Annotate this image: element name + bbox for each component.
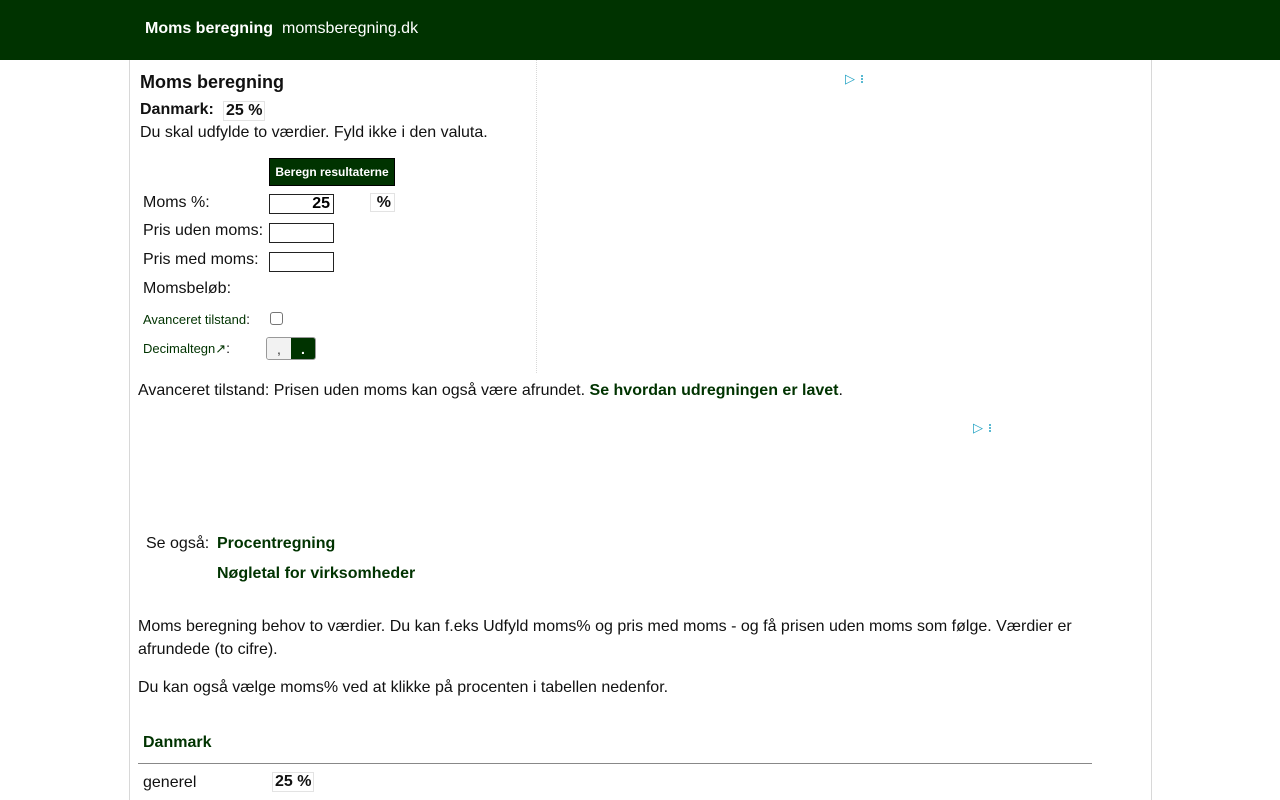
percent-unit-badge: %	[370, 193, 395, 212]
advanced-note	[138, 382, 843, 400]
price-excl-label: Pris uden moms:	[143, 222, 264, 239]
calculator-title: Moms beregning	[140, 72, 285, 92]
vat-percent-input[interactable]	[269, 194, 334, 214]
calculation-explained-link[interactable]: Se hvordan udregningen er lavet	[589, 382, 839, 399]
site-header	[0, 0, 1280, 60]
external-link-icon: ↗	[215, 341, 227, 356]
vat-percent-label: Moms %:	[143, 194, 210, 211]
rate-table-row-label: generel	[143, 774, 197, 791]
adchoices-icon: ▷	[973, 420, 983, 435]
site-name-link[interactable]: Moms beregning	[145, 20, 274, 37]
advanced-note-text: Avanceret tilstand: Prisen uden moms kan også være afrundet.	[138, 382, 586, 399]
instructions-text: Du skal udfylde to værdier. Fyld ikke i den valuta.	[140, 124, 488, 141]
advanced-mode-checkbox[interactable]	[270, 312, 283, 325]
advanced-note-period: .	[838, 382, 843, 399]
advanced-mode-row	[143, 311, 250, 329]
ad-menu-icon	[989, 424, 991, 432]
country-label: Danmark:	[140, 101, 214, 118]
country-rate-badge[interactable]: 25 %	[223, 101, 265, 121]
decimal-separator-link[interactable]: Decimaltegn	[143, 341, 216, 356]
rate-table-row-rate[interactable]: 25 %	[272, 772, 314, 792]
see-also-link-percent[interactable]: Procentregning	[217, 535, 336, 552]
advanced-mode-link[interactable]: Avanceret tilstand	[143, 312, 247, 327]
calculator-divider	[536, 60, 537, 373]
ad-menu-icon	[861, 75, 863, 83]
description-paragraph-table-hint: Du kan også vælge moms% ved at klikke på procenten i tabellen nedenfor.	[138, 679, 669, 696]
see-also-label: Se også:	[146, 535, 210, 552]
vat-amount-label: Momsbeløb:	[143, 280, 232, 297]
decimal-separator-row	[143, 340, 230, 358]
decimal-dot-option[interactable]: .	[291, 338, 315, 359]
rate-table-divider	[138, 763, 1092, 764]
advanced-mode-colon: :	[246, 311, 250, 327]
rate-table-title: Danmark	[143, 734, 212, 751]
decimal-separator-toggle[interactable]	[266, 337, 316, 360]
decimal-separator-colon: :	[226, 340, 231, 356]
ad-choices-top[interactable]	[845, 71, 863, 87]
calculate-button[interactable]: Beregn resultaterne	[269, 158, 395, 186]
price-incl-label: Pris med moms:	[143, 251, 259, 268]
decimal-comma-option[interactable]: ,	[267, 338, 291, 359]
description-paragraph: Moms beregning behov to værdier. Du kan f.eks Udfyld moms% og pris med moms - og få prisen uden moms som følge. Værdier er afrundede (to cifre).	[138, 618, 1072, 658]
price-incl-input[interactable]	[269, 252, 334, 272]
ad-choices-middle[interactable]	[973, 420, 991, 436]
site-url-link[interactable]: momsberegning.dk	[282, 20, 419, 37]
price-excl-input[interactable]	[269, 223, 334, 243]
adchoices-icon: ▷	[845, 71, 855, 86]
see-also-link-keyfigures[interactable]: Nøgletal for virksomheder	[217, 565, 416, 582]
